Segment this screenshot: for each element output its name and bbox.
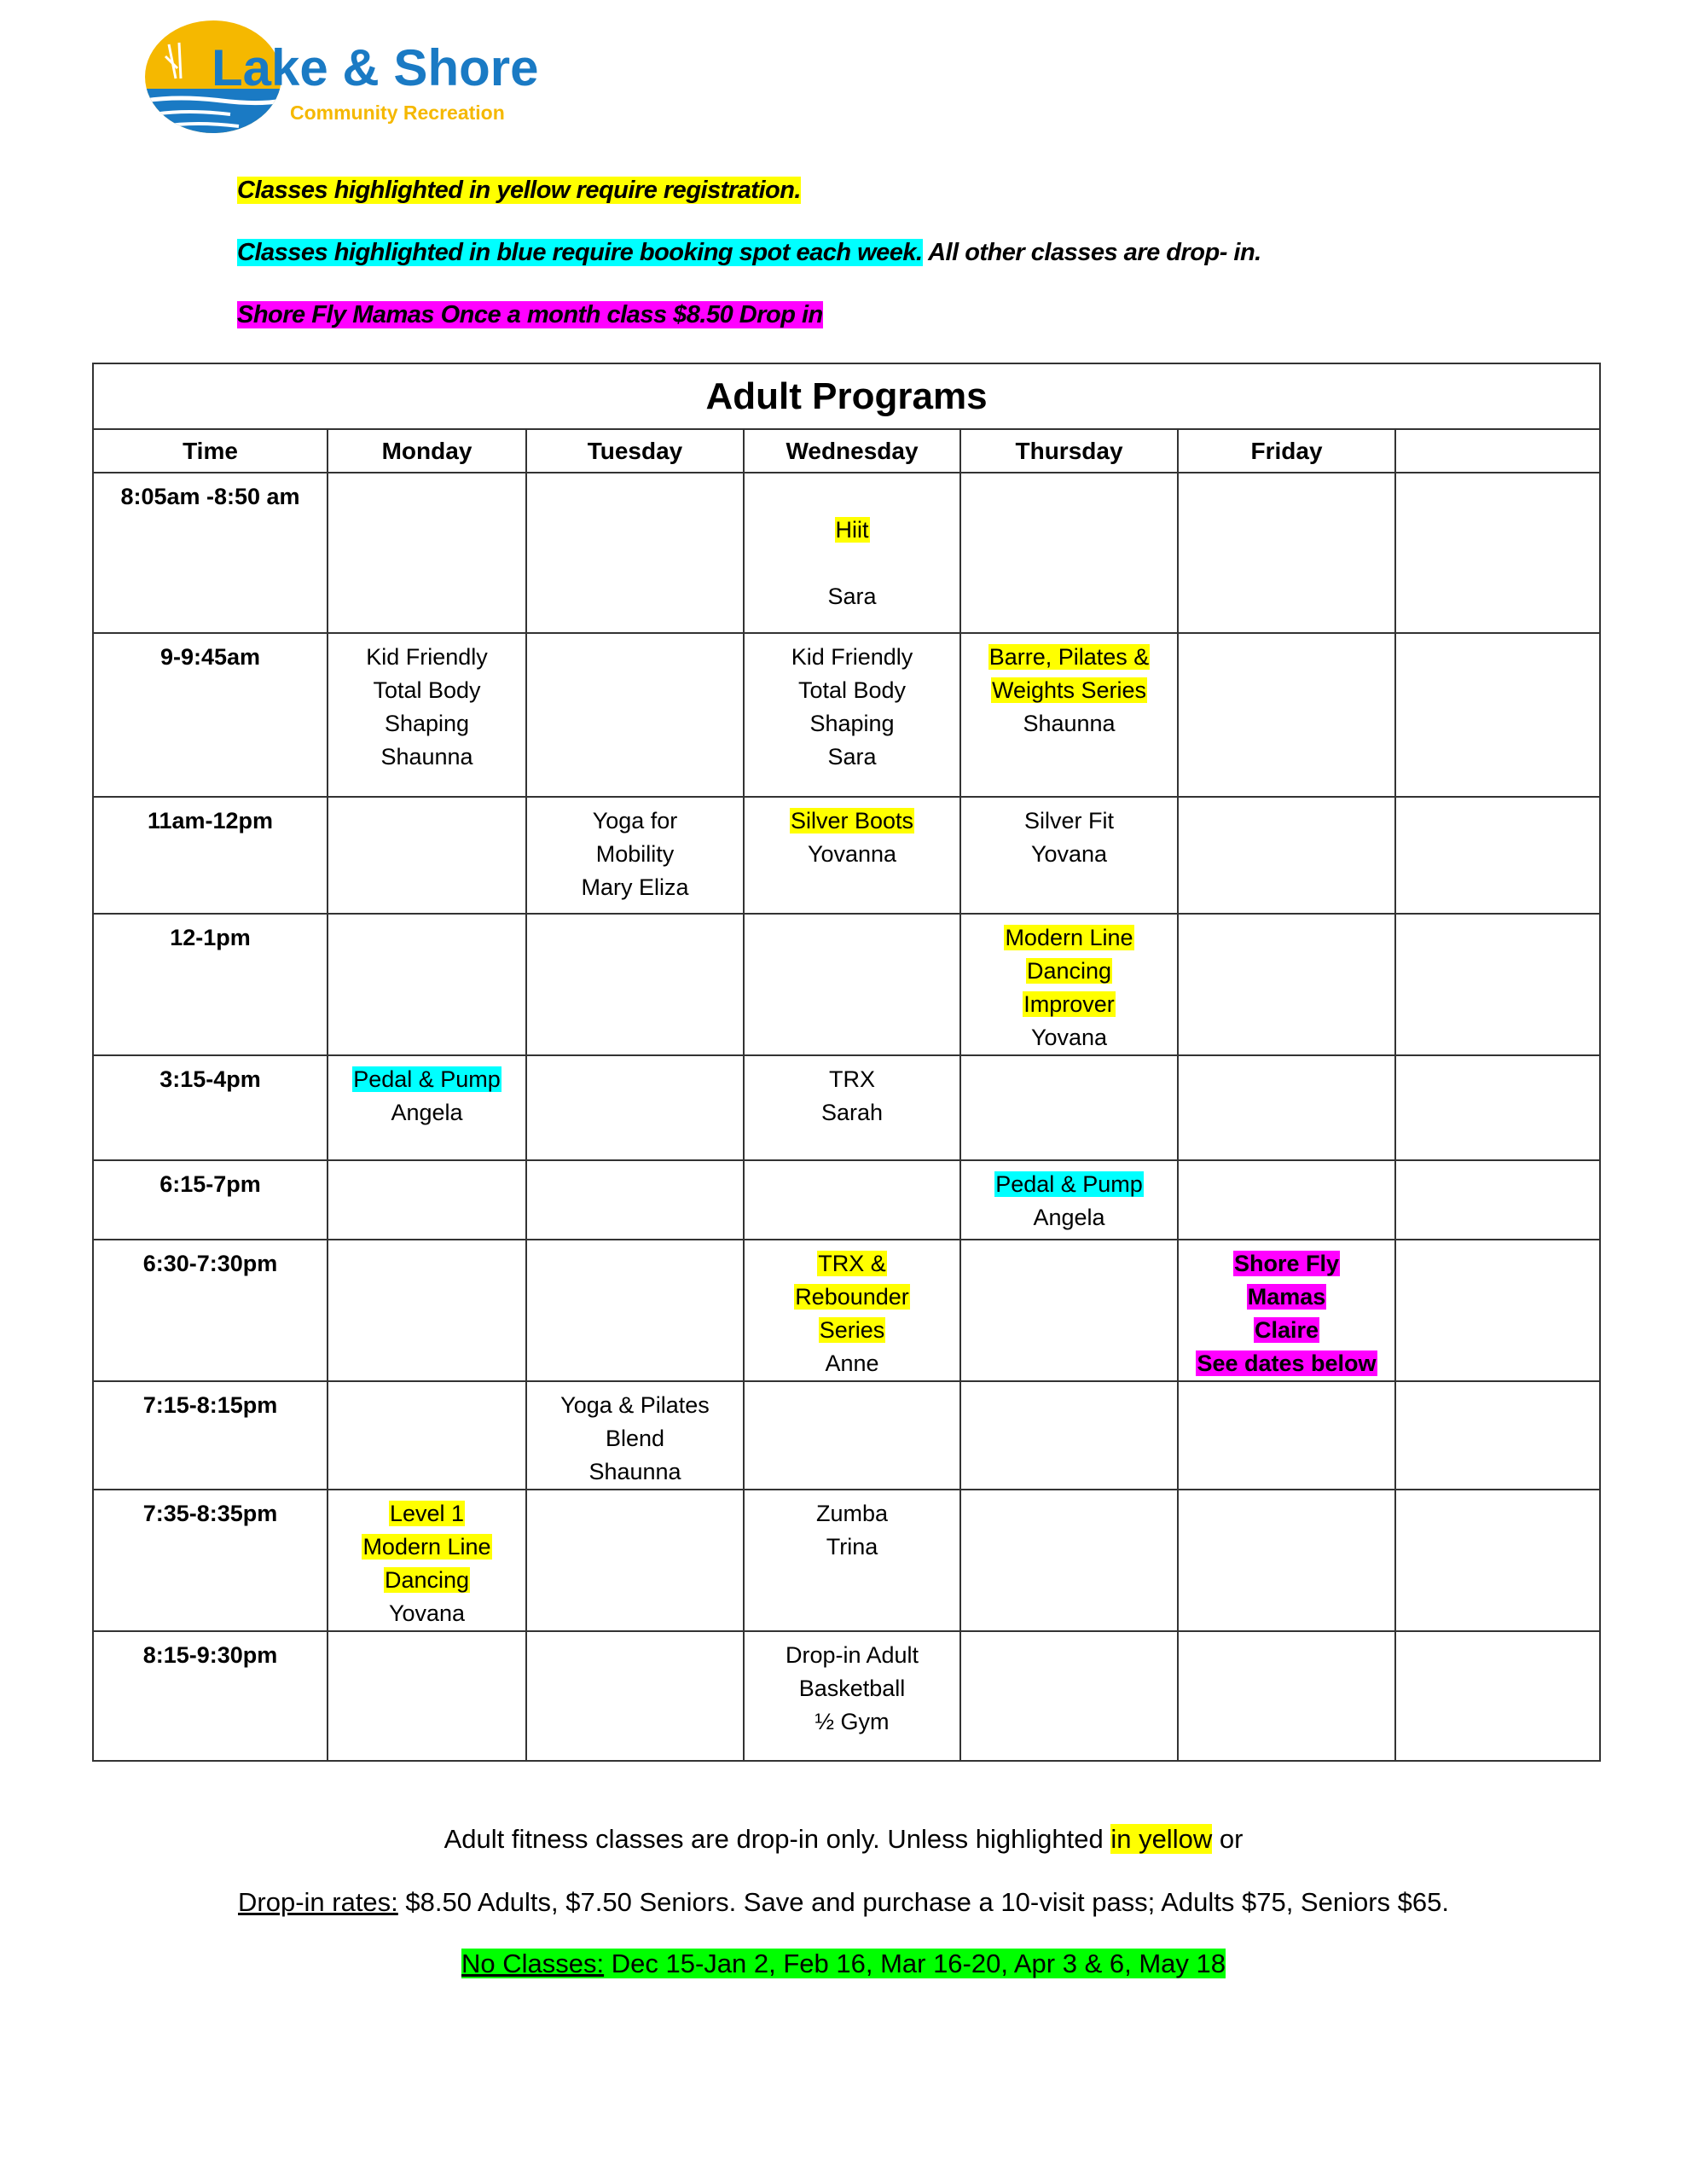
class-cell — [1178, 1055, 1395, 1160]
class-cell — [1178, 633, 1395, 797]
class-cell — [1395, 797, 1600, 914]
class-cell — [1395, 473, 1600, 633]
class-cell — [1395, 633, 1600, 797]
class-line: TRX — [829, 1066, 875, 1092]
class-cell — [1178, 1381, 1395, 1490]
class-cell — [526, 473, 744, 633]
class-cell — [744, 1490, 960, 1631]
footer-note-highlight: in yellow — [1110, 1824, 1213, 1854]
schedule-table — [92, 363, 1601, 1762]
class-line: Pedal & Pump — [353, 1066, 501, 1092]
class-line: Blend — [605, 1426, 665, 1451]
class-cell — [328, 1381, 526, 1490]
footer-note-tail: or — [1212, 1824, 1244, 1854]
class-cell — [960, 1631, 1178, 1761]
class-cell — [1178, 914, 1395, 1055]
table-row — [93, 1490, 1600, 1631]
time-slot: 3:15-4pm — [93, 1055, 328, 1160]
table-row — [93, 473, 1600, 633]
class-cell — [960, 797, 1178, 914]
column-header-blank — [1395, 429, 1600, 473]
class-line: Total Body — [797, 677, 907, 703]
footer-no-classes — [0, 1949, 1687, 1979]
class-cell — [960, 1381, 1178, 1490]
class-line: Yovanna — [807, 841, 897, 867]
class-line: Basketball — [798, 1676, 906, 1701]
class-line: Sara — [827, 744, 877, 770]
class-line: Weights Series — [991, 677, 1147, 703]
class-line: Shaunna — [588, 1459, 681, 1484]
class-cell — [1178, 1160, 1395, 1240]
lake-shore-logo — [145, 19, 623, 138]
class-line: Mobility — [595, 841, 675, 867]
class-cell — [1395, 1055, 1600, 1160]
class-cell — [744, 1381, 960, 1490]
time-slot: 6:15-7pm — [93, 1160, 328, 1240]
table-row — [93, 797, 1600, 914]
class-cell — [526, 1055, 744, 1160]
class-line — [851, 550, 853, 576]
time-slot: 11am-12pm — [93, 797, 328, 914]
class-cell — [328, 633, 526, 797]
column-header-monday: Monday — [328, 429, 526, 473]
class-cell — [960, 473, 1178, 633]
time-slot: 7:35-8:35pm — [93, 1490, 328, 1631]
class-line: Modern Line — [1005, 925, 1133, 950]
table-row — [93, 1240, 1600, 1381]
time-slot: 6:30-7:30pm — [93, 1240, 328, 1381]
class-line: Shaping — [809, 711, 895, 736]
class-cell — [328, 1631, 526, 1761]
class-line: Rebounder — [795, 1284, 909, 1310]
class-cell — [744, 1160, 960, 1240]
class-cell — [960, 1055, 1178, 1160]
footer-note-text: Adult fitness classes are drop-in only. Unless highlighted — [443, 1824, 1111, 1854]
class-cell — [744, 1240, 960, 1381]
time-slot: 8:05am -8:50 am — [93, 473, 328, 633]
class-line: Sarah — [820, 1100, 884, 1125]
class-line: Total Body — [373, 677, 481, 703]
column-header-friday: Friday — [1178, 429, 1395, 473]
class-line: Yoga for — [592, 808, 678, 834]
class-line: Kid Friendly — [366, 644, 488, 670]
class-cell — [328, 1160, 526, 1240]
class-line: Yovana — [1030, 841, 1108, 867]
class-line: Anne — [825, 1350, 879, 1376]
legend-yellow — [237, 177, 801, 205]
class-line: Shaunna — [380, 744, 473, 770]
class-line: Improver — [1023, 991, 1115, 1017]
class-cell — [328, 797, 526, 914]
class-cell — [1178, 1240, 1395, 1381]
class-cell — [1395, 1381, 1600, 1490]
class-cell — [526, 1490, 744, 1631]
table-row — [93, 1055, 1600, 1160]
no-classes-text: Dec 15-Jan 2, Feb 16, Mar 16-20, Apr 3 & 6, May 18 — [604, 1949, 1226, 1978]
svg-text:Community Recreation: Community Recreation — [290, 102, 505, 124]
class-cell — [1178, 473, 1395, 633]
class-cell — [1395, 1490, 1600, 1631]
legend-magenta — [237, 301, 823, 329]
column-header-wednesday: Wednesday — [744, 429, 960, 473]
class-cell — [526, 1381, 744, 1490]
class-cell — [744, 1631, 960, 1761]
class-cell — [960, 633, 1178, 797]
class-cell — [1395, 914, 1600, 1055]
class-line: Zumba — [815, 1501, 889, 1526]
legend-blue-text: Classes highlighted in blue require booking spot each week. — [237, 239, 923, 266]
class-cell — [744, 633, 960, 797]
class-cell — [1178, 1631, 1395, 1761]
footer-rates — [0, 1887, 1687, 1918]
class-line: Mamas — [1247, 1284, 1326, 1310]
column-header-time: Time — [93, 429, 328, 473]
class-line: Yovana — [1030, 1025, 1108, 1050]
class-line: Yovana — [388, 1600, 466, 1626]
svg-text:Lake & Shore: Lake & Shore — [212, 39, 539, 96]
class-cell — [1395, 1160, 1600, 1240]
class-line: Hiit — [835, 517, 869, 543]
class-cell — [744, 797, 960, 914]
class-line: Mary Eliza — [581, 874, 689, 900]
class-line: Yoga & Pilates — [560, 1392, 710, 1418]
class-line: Angela — [391, 1100, 463, 1125]
class-cell — [960, 1160, 1178, 1240]
class-line: Series — [819, 1317, 885, 1343]
class-cell — [744, 1055, 960, 1160]
column-header-thursday: Thursday — [960, 429, 1178, 473]
class-line: Trina — [826, 1534, 878, 1560]
table-row — [93, 1631, 1600, 1761]
class-cell — [526, 914, 744, 1055]
class-line: Pedal & Pump — [995, 1171, 1143, 1197]
footer-dropin-note — [0, 1824, 1687, 1855]
table-row — [93, 633, 1600, 797]
class-line: Claire — [1254, 1317, 1319, 1343]
class-line: TRX & — [818, 1251, 886, 1276]
class-cell — [960, 1490, 1178, 1631]
class-line: Dancing — [1026, 958, 1112, 984]
class-cell — [526, 1631, 744, 1761]
class-cell — [526, 797, 744, 914]
table-title: Adult Programs — [93, 363, 1600, 429]
class-cell — [744, 473, 960, 633]
class-line: Barre, Pilates & — [988, 644, 1150, 670]
class-line: Drop-in Adult — [785, 1642, 919, 1668]
time-slot: 9-9:45am — [93, 633, 328, 797]
class-line: See dates below — [1197, 1350, 1377, 1376]
class-line: ½ Gym — [815, 1709, 890, 1734]
legend-blue — [237, 239, 1261, 267]
rates-label: Drop-in rates: — [238, 1887, 398, 1917]
time-slot: 7:15-8:15pm — [93, 1381, 328, 1490]
class-cell — [328, 473, 526, 633]
class-line: Shore Fly — [1233, 1251, 1340, 1276]
class-cell — [960, 1240, 1178, 1381]
class-line: Silver Fit — [1023, 808, 1114, 834]
time-slot: 12-1pm — [93, 914, 328, 1055]
class-line: Dancing — [384, 1567, 470, 1593]
class-line: Kid Friendly — [791, 644, 913, 670]
class-cell — [744, 914, 960, 1055]
legend-dropin-text: All other classes are drop- in. — [922, 239, 1261, 266]
table-row — [93, 1160, 1600, 1240]
class-cell — [328, 1490, 526, 1631]
rates-text: $8.50 Adults, $7.50 Seniors. Save and purchase a 10-visit pass; Adults $75, Seniors $65. — [397, 1887, 1449, 1917]
legend-yellow-text: Classes highlighted in yellow require registration. — [237, 177, 801, 204]
class-cell — [526, 1240, 744, 1381]
class-cell — [960, 914, 1178, 1055]
class-line: Shaping — [384, 711, 470, 736]
class-line: Level 1 — [389, 1501, 465, 1526]
column-header-tuesday: Tuesday — [526, 429, 744, 473]
class-cell — [1395, 1240, 1600, 1381]
class-line: Shaunna — [1023, 711, 1116, 736]
class-cell — [526, 1160, 744, 1240]
class-cell — [1395, 1631, 1600, 1761]
time-slot: 8:15-9:30pm — [93, 1631, 328, 1761]
class-line: Modern Line — [362, 1534, 491, 1560]
class-cell — [1178, 1490, 1395, 1631]
table-row — [93, 1381, 1600, 1490]
class-cell — [328, 1240, 526, 1381]
class-cell — [328, 1055, 526, 1160]
legend-magenta-text: Shore Fly Mamas Once a month class $8.50 Drop in — [237, 301, 823, 328]
no-classes-label: No Classes: — [461, 1949, 605, 1978]
class-line — [851, 484, 853, 509]
class-line: Sara — [827, 584, 877, 609]
class-line: Angela — [1033, 1205, 1105, 1230]
table-row — [93, 914, 1600, 1055]
class-line: Silver Boots — [790, 808, 914, 834]
class-cell — [526, 633, 744, 797]
class-cell — [328, 914, 526, 1055]
class-cell — [1178, 797, 1395, 914]
